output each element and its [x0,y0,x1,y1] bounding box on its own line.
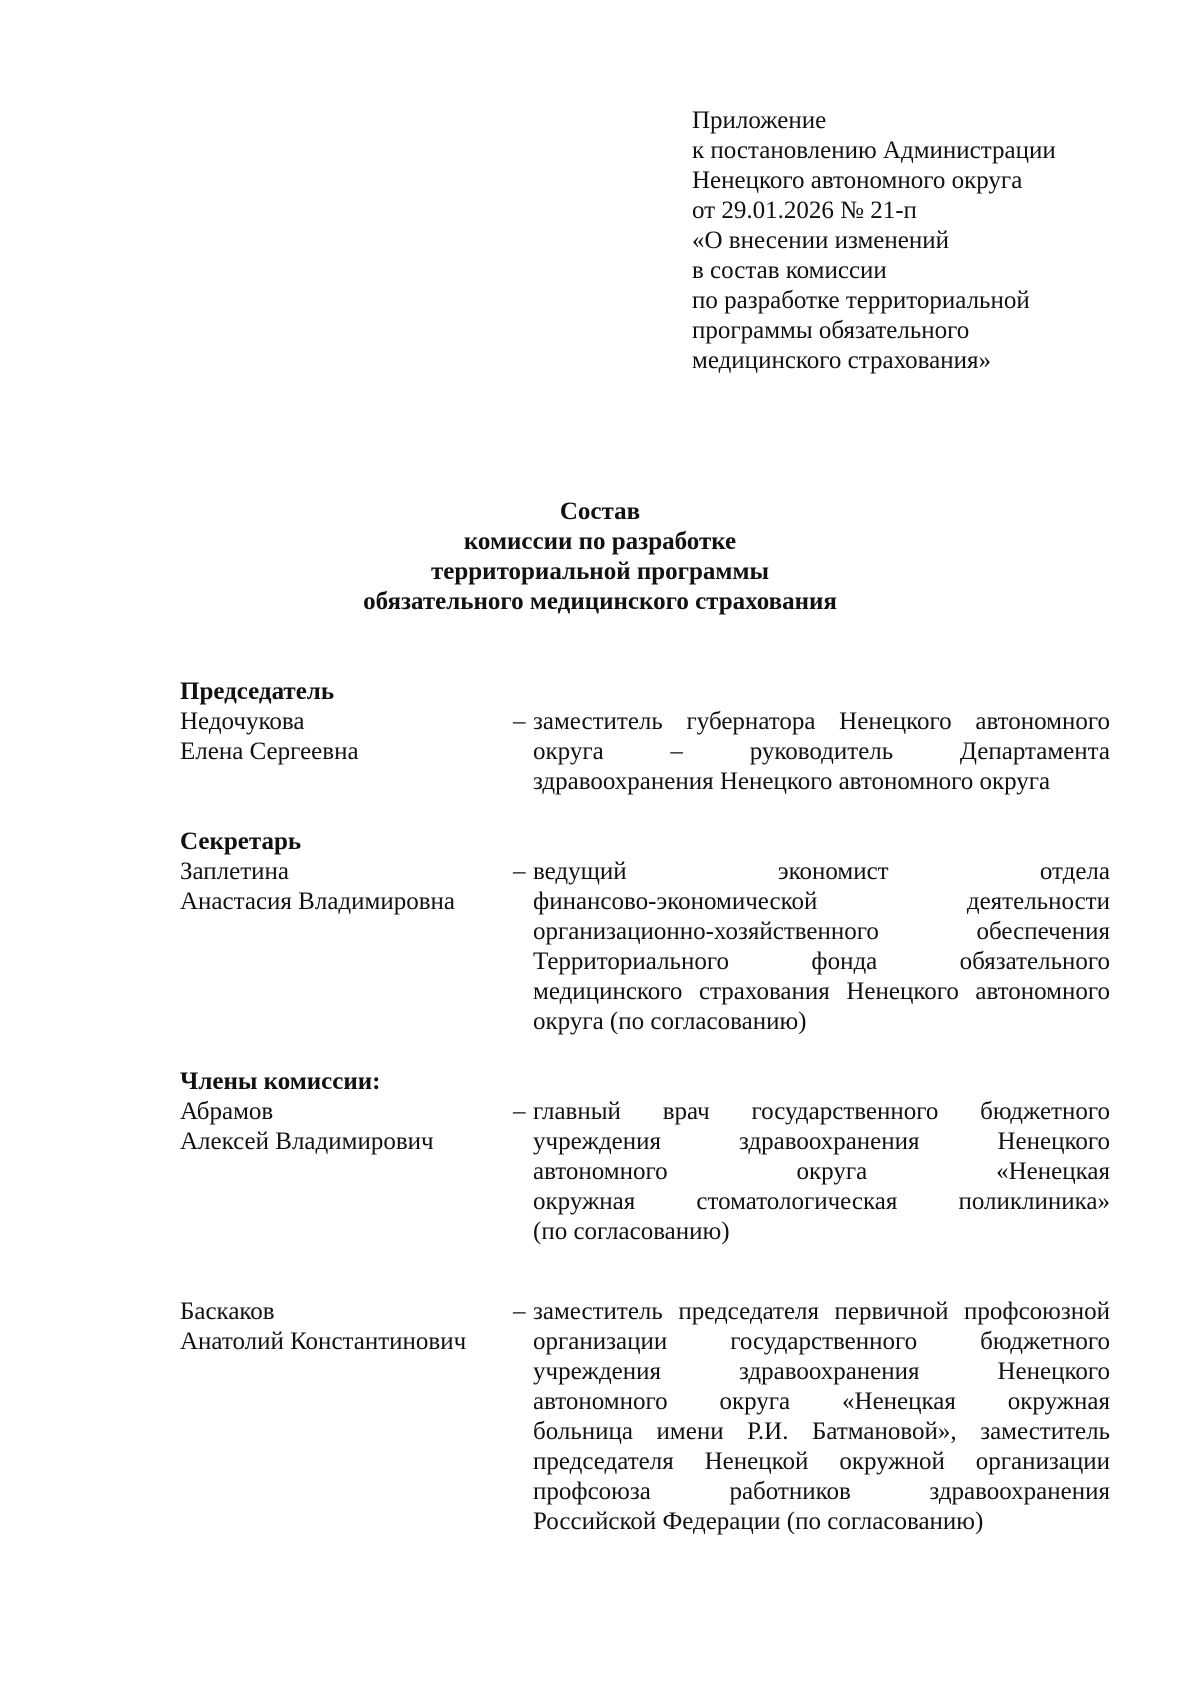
position-line: автономного округа «Ненецкая окружная [533,1388,1110,1415]
member-position [533,1297,1110,1537]
title-line: комиссии по разработке [463,528,737,555]
position-line: организации государственного бюджетного [533,1328,1110,1355]
member-name [180,1097,510,1157]
member-position [533,857,1110,1037]
member-given-names: Елена Сергеевна [180,738,359,765]
position-line: профсоюза работников здравоохранения [533,1478,1110,1505]
secretary-entry [180,857,1110,1037]
member-given-names: Анатолий Константинович [180,1328,467,1355]
position-line: здравоохранения Ненецкого автономного округа [533,768,1051,795]
position-line: главный врач государственного бюджетного [533,1098,1110,1125]
chair-entry [180,707,1110,797]
member-surname: Недочукова [180,708,305,735]
member-given-names: Анастасия Владимировна [180,888,455,915]
member-position [533,1097,1110,1247]
position-line: председателя Ненецкой окружной организации [533,1448,1110,1475]
title-line: обязательного медицинского страхования [363,588,837,615]
dash-separator: – [513,708,526,735]
appendix-line: по разработке территориальной [692,287,1030,314]
appendix-line: в состав комиссии [692,257,887,284]
appendix-line: «О внесении изменений [692,227,950,254]
position-line: финансово-экономической деятельности [533,888,1110,915]
secretary-section [180,827,1110,1037]
appendix-line: к постановлению Администрации [692,137,1056,164]
position-line: учреждения здравоохранения Ненецкого [533,1358,1110,1385]
title-line: территориальной программы [430,558,769,585]
position-line: округа (по согласованию) [533,1008,807,1035]
members-heading: Члены комиссии: [180,1068,381,1095]
chair-heading: Председатель [180,678,335,705]
position-line: заместитель губернатора Ненецкого автономного [533,708,1110,735]
position-line: Территориального фонда обязательного [533,948,1110,975]
position-line: заместитель председателя первичной профсоюзной [533,1298,1110,1325]
title-line: Состав [559,498,641,525]
position-line: ведущий экономист отдела [533,858,1110,885]
appendix-line: Ненецкого автономного округа [692,167,1023,194]
position-line: (по согласованию) [533,1218,730,1245]
position-line: автономного округа «Ненецкая [533,1158,1110,1185]
member-surname: Баскаков [180,1298,275,1325]
members-section [180,1067,1110,1537]
dash-separator: – [513,1298,526,1325]
member-name [180,707,510,767]
dash-separator: – [513,858,526,885]
position-line: медицинского страхования Ненецкого автономного [533,978,1110,1005]
member-surname: Заплетина [180,858,290,885]
position-line: больница имени Р.И. Батмановой», заместитель [533,1418,1110,1445]
position-line: организационно-хозяйственного обеспечения [533,918,1110,945]
chair-section [180,677,1110,797]
member-surname: Абрамов [180,1098,274,1125]
member-name [180,857,510,917]
member-entry [180,1097,1110,1247]
appendix-line: от 29.01.2026 № 21-п [692,197,917,224]
member-entry [180,1297,1110,1537]
appendix-line: программы обязательного [692,317,970,344]
secretary-heading: Секретарь [180,828,302,855]
position-line: округа – руководитель Департамента [533,738,1110,765]
member-name [180,1297,510,1357]
position-line: окружная стоматологическая поликлиника» [533,1188,1110,1215]
appendix-line: Приложение [692,107,827,134]
member-given-names: Алексей Владимирович [180,1128,434,1155]
appendix-header [692,106,1132,376]
member-position [533,707,1110,797]
dash-separator: – [513,1098,526,1125]
appendix-line: медицинского страхования» [692,347,991,374]
document-title [0,497,1200,617]
position-line: учреждения здравоохранения Ненецкого [533,1128,1110,1155]
position-line: Российской Федерации (по согласованию) [533,1508,984,1535]
